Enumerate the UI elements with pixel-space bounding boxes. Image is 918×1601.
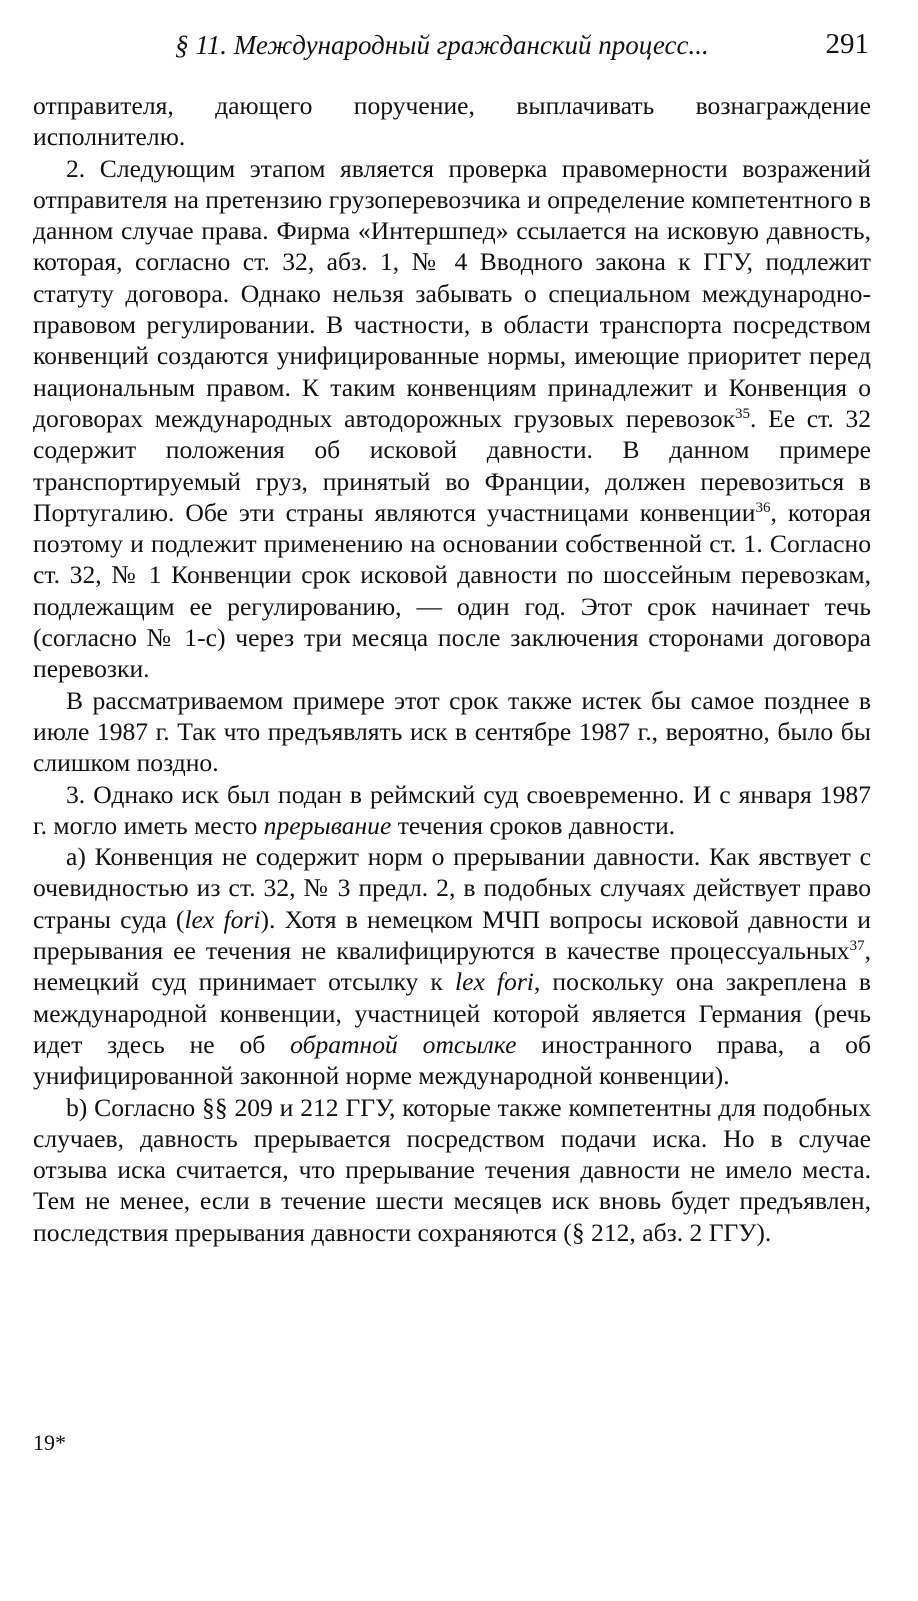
emphasis-term: обратной отсылке [290,1029,517,1059]
paragraph-text: В рассматриваемом примере этот срок также истек бы самое позднее в июле 1987 г. Так что предъявлять иск в сентябре 1987 г., вероятно, было бы слишком поздно. [33,685,871,778]
paragraph-text: иностранного права, а об унифицированной законной норме международной конвенции). [33,1029,871,1091]
emphasis-term: прерывание [263,810,392,840]
paragraph-text: отправителя, дающего поручение, выплачивать вознаграждение исполнителю. [33,91,871,152]
paragraph-point-3 [33,779,871,842]
paragraph-text: . Ее ст. 32 содержит положения об исковой давности. В данном примере транспортируемый груз, принятый во Франции, должен перевозиться в Португалию. Обе эти страны являются участницами конвенции [33,403,871,527]
emphasis-lex-fori: lex fori [184,904,261,934]
footnote-ref-37: 37 [849,938,865,955]
running-head: § 11. Международный гражданский процесс... [175,30,709,60]
page-header [33,0,871,90]
paragraph-text: b) Согласно §§ 209 и 212 ГГУ, которые также компетентны для подобных случаев, давность прерывается посредством подачи иска. Но в случае отзыва иска считается, что прерывание течения давности не имело места. Тем не менее, если в течение шести месяцев иск вновь будет предъявлен, последствия прерывания давности сохраняются (§ 212, абз. 2 ГГУ). [33,1092,871,1247]
paragraph-text: , немецкий суд принимает отсылку к [33,936,871,997]
paragraph-text: , поскольку она закреплена в международной конвенции, участницей которой является Германия (речь идет здесь не об [33,967,871,1059]
paragraph-text: 3. Однако иск был подан в реймский суд своевременно. И с января 1987 г. могло иметь место [33,779,871,840]
page-number: 291 [825,28,869,60]
paragraph-text: а) Конвенция не содержит норм о прерывании давности. Как явствует с очевидностью из ст. 32, № 3 предл. 2, в подобных случаях действует право страны суда ( [33,842,871,934]
signature-mark: 19* [33,1430,66,1455]
footnote-ref-35: 35 [735,405,751,422]
paragraph-continuation [33,90,871,153]
paragraph-point-2 [33,153,871,685]
paragraph-example [33,685,871,779]
emphasis-lex-fori: lex fori [454,967,534,997]
paragraph-point-a [33,841,871,1091]
footnote-ref-36: 36 [755,499,771,516]
paragraph-point-b [33,1092,871,1248]
paragraph-text: , которая поэтому и подлежит применению на основании собственной ст. 1. Согласно ст. 32, № 1 Конвенции срок исковой давности по шоссейным перевозкам, подлежащим ее регулированию, — один год. Этот срок начинает течь (согласно № 1-с) через три месяца после заключения сторонами договора перевозки. [33,497,871,684]
paragraph-text: течения сроков давности. [391,810,676,840]
paragraph-text: 2. Следующим этапом является проверка правомерности возражений отправителя на претензию грузоперевозчика и определение компетентного в данном случае права. Фирма «Интершпед» ссылается на исковую давность, которая, согласно ст. 32, абз. 1, № 4 Вводного закона к ГГУ, подлежит статуту договора. Однако нельзя забывать о специальном международно-правовом регулировании. В частности, в области транспорта посредством конвенций создаются унифицированные нормы, имеющие приоритет перед национальным правом. К таким конвенциям принадлежит и Конвенция о договорах международных автодорожных грузовых перевозок [33,153,871,433]
body-text [33,90,871,1248]
paragraph-text: ). Хотя в немецком МЧП вопросы исковой давности и прерывания ее течения не квалифицируются в качестве процессуальных [33,904,871,966]
book-page [33,0,871,1248]
